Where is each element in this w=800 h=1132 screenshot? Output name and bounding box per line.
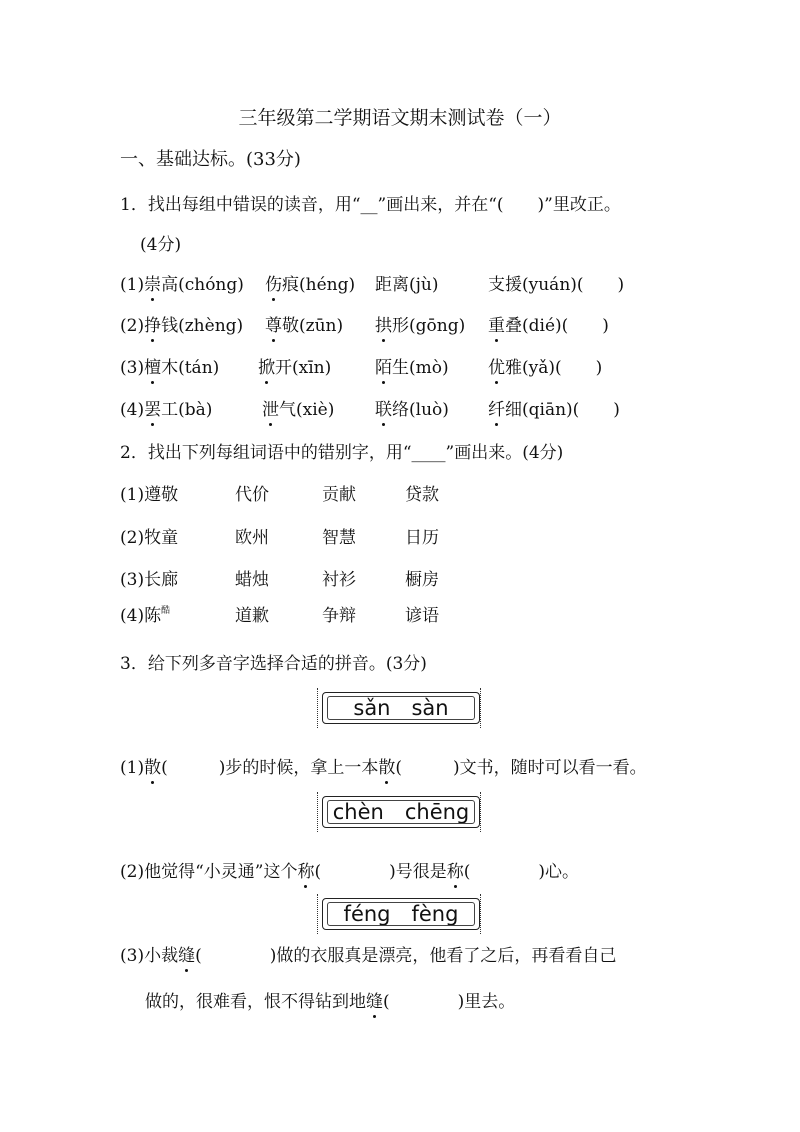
q1-char: 优 [488,358,505,378]
q1-item: 距离(jù) [375,275,439,295]
q1-row-2: (2)挣钱(zhèng) [120,316,244,336]
question-1-prompt: 1．找出每组中错误的读音，用“__”画出来，并在“( )”里改正。 [120,195,621,215]
q2-word: 争辩 [322,606,356,626]
question-3-prompt: 3．给下列多音字选择合适的拼音。(3分) [120,654,427,674]
q1-char: 陌 [375,358,392,378]
page-title: 三年级第二学期语文期末测试卷（一） [238,107,562,129]
q1-item: 支援(yuán)( ) [488,275,625,295]
q1-row-4: (4)罢工(bà) [120,400,213,420]
q2-word: (4)陈$^酷$ [120,606,171,626]
q1-char: 重 [488,316,505,336]
q2-word: (3)长廊 [120,570,179,590]
pinyin-box-2: chèn chēng [322,796,480,828]
q3-sentence-3a: (3)小裁缝( )做的衣服真是漂亮，他看了之后，再看看自己 [120,946,617,966]
q3-sentence-3b: 做的，很难看，恨不得钻到地缝( )里去。 [145,992,516,1012]
q2-word: 谚语 [405,606,439,626]
q2-word: 日历 [405,528,439,548]
q1-char: 泄 [262,400,279,420]
q1-row-3: (3)檀木(tán) [120,358,220,378]
question-1-points: (4分) [140,235,182,255]
q2-word: 橱房 [405,570,439,590]
q2-word: (1)遵敬 [120,485,179,505]
q2-word: 贷款 [405,485,439,505]
question-2-prompt: 2．找出下列每组词语中的错别字，用“____”画出来。(4分) [120,443,564,463]
q1-char: 联 [375,400,392,420]
q3-sentence-2: (2)他觉得“小灵通”这个称( )号很是称( )心。 [120,862,579,882]
small-char: 酷 [161,606,171,616]
q2-word: 欧州 [235,528,269,548]
q2-word: 道歉 [235,606,269,626]
q2-word: 智慧 [322,528,356,548]
section-heading: 一、基础达标。(33分) [120,149,301,170]
q2-word: (2)牧童 [120,528,179,548]
q1-char: 伤 [265,275,282,295]
q1-char: 掀 [258,358,275,378]
pinyin-box-1: sǎn sàn [322,692,480,724]
q2-word: 代价 [235,485,269,505]
q2-word: 贡献 [322,485,356,505]
q2-word: 蜡烛 [235,570,269,590]
q1-char: 纤 [488,400,505,420]
q3-sentence-1: (1)散( )步的时候，拿上一本散( )文书，随时可以看一看。 [120,758,647,778]
q1-char: 拱 [375,316,392,336]
q2-word: 衬衫 [322,570,356,590]
pinyin-box-3: féng fèng [322,898,480,930]
q1-row-1: (1)崇高(chóng) [120,275,244,295]
q1-char: 尊 [265,316,282,336]
